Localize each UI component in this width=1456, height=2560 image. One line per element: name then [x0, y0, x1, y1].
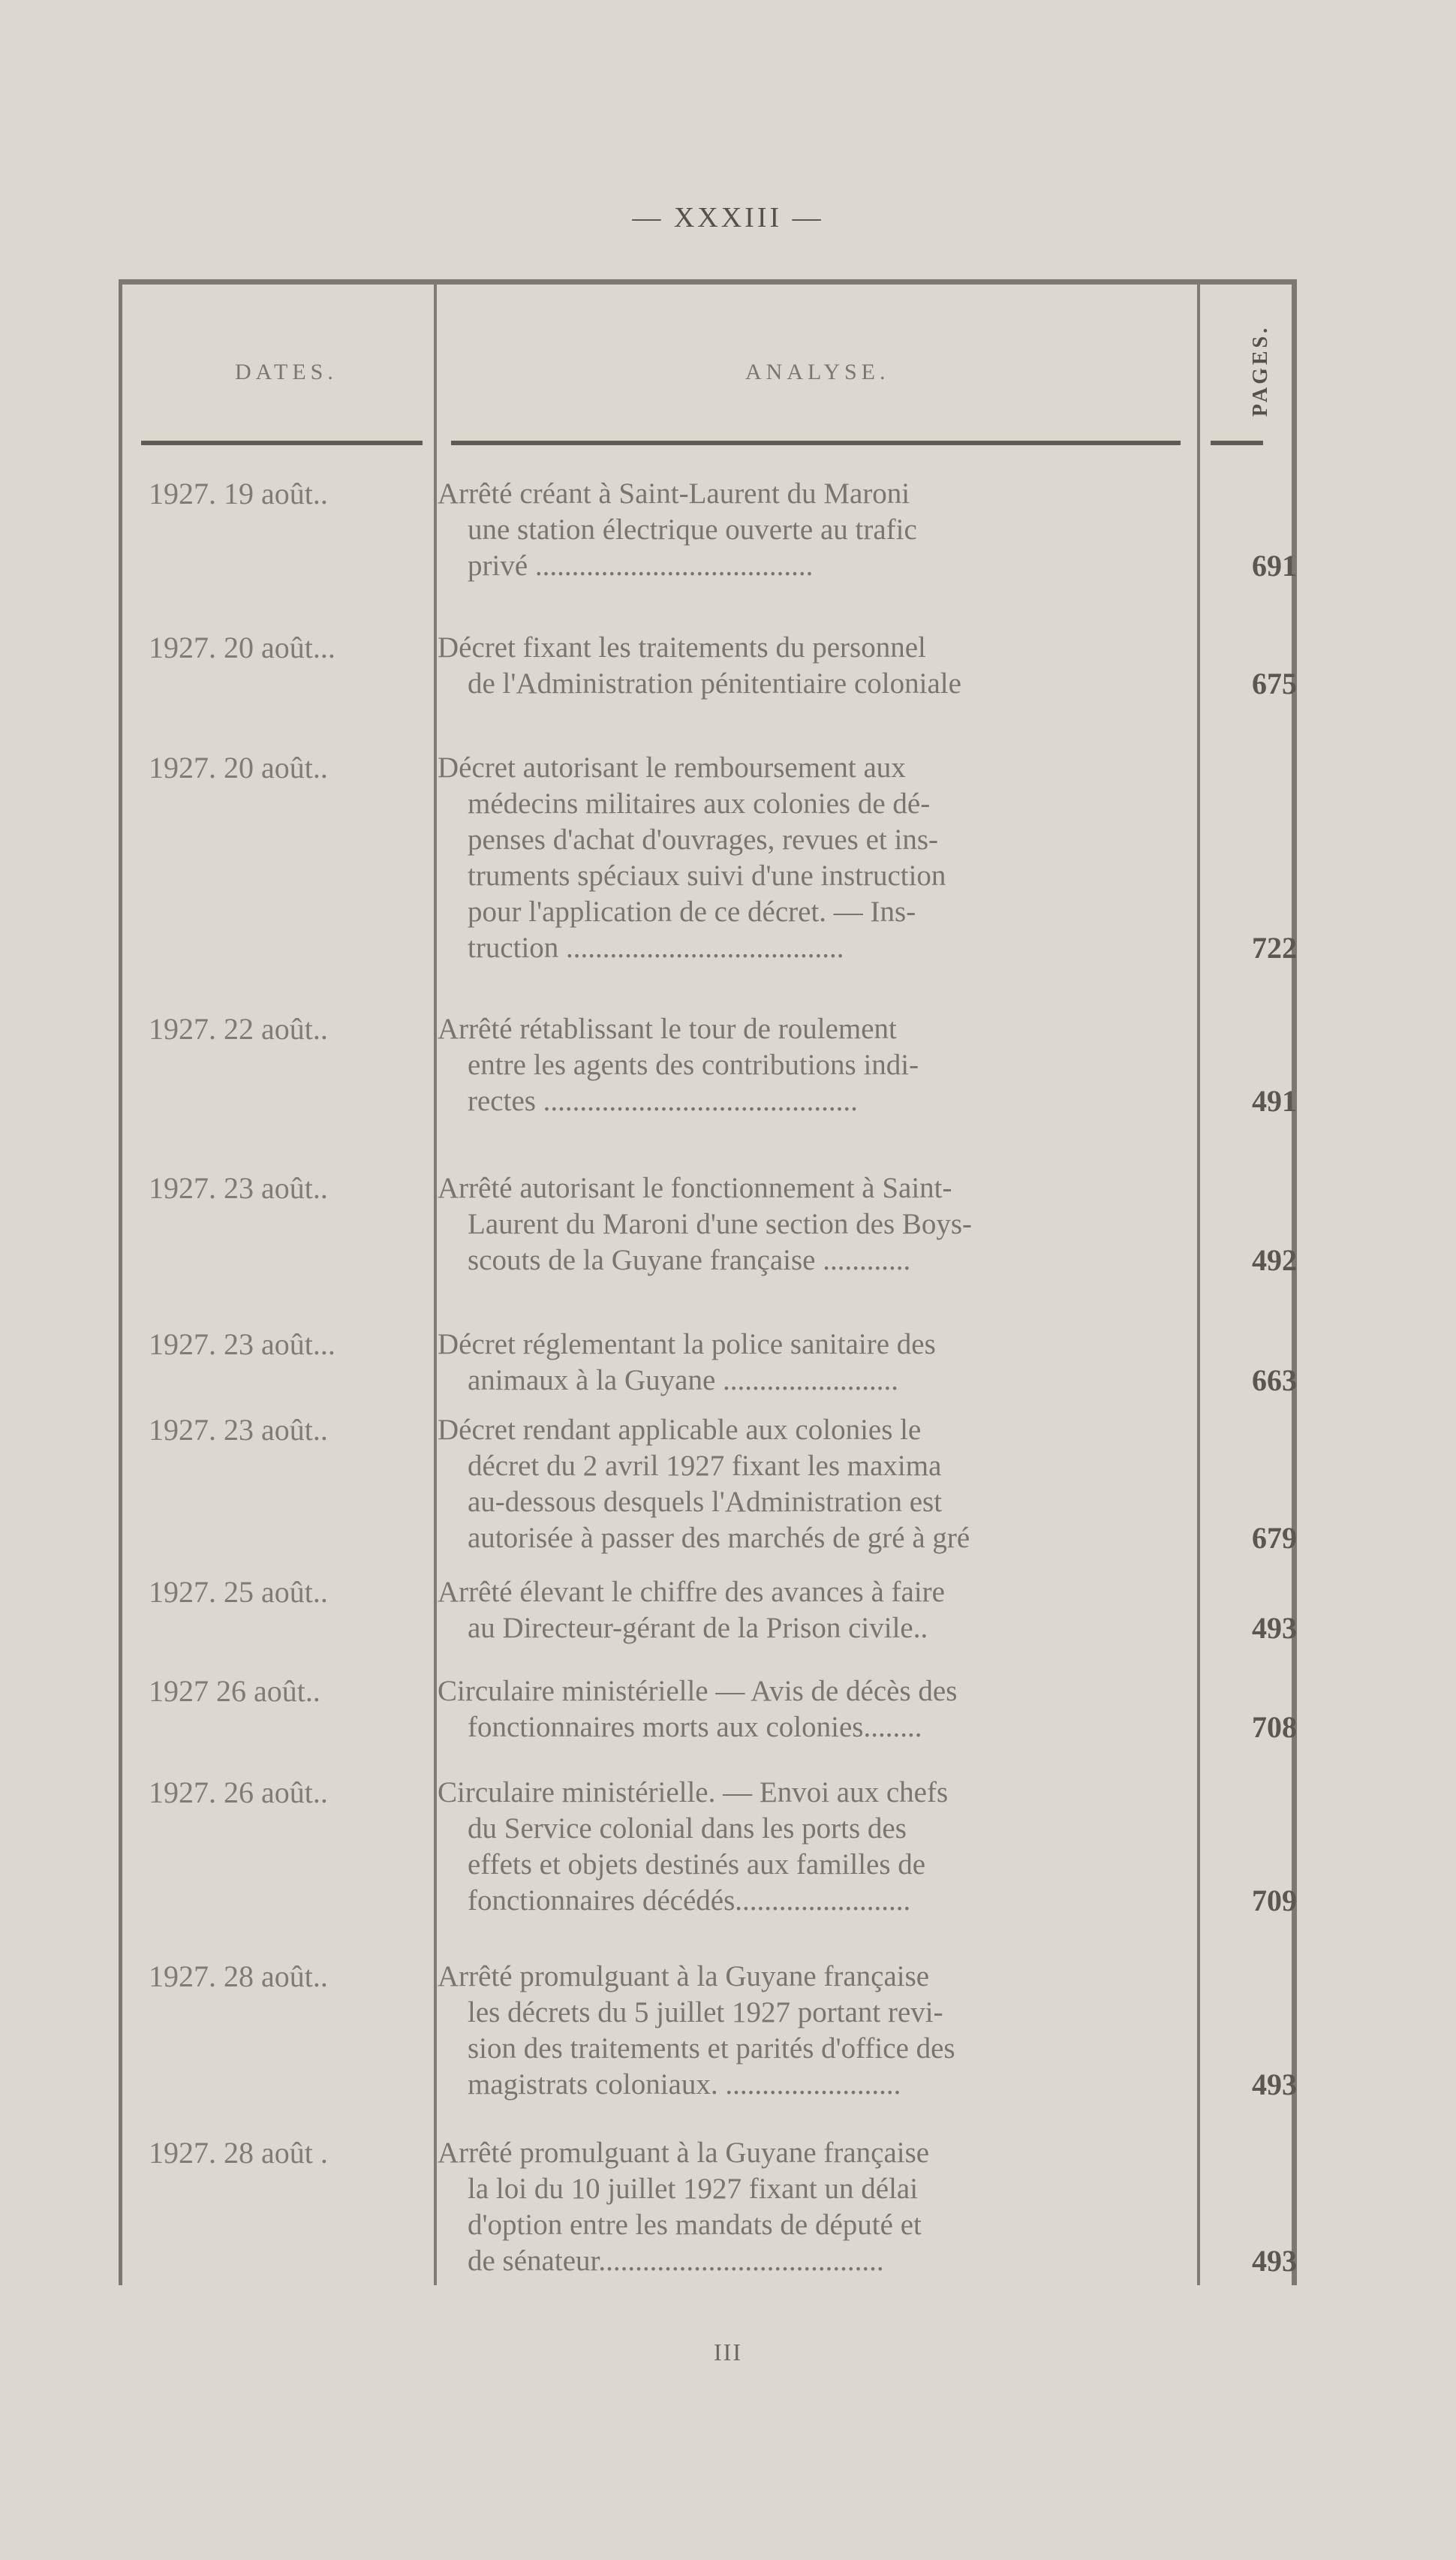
row-date: 1927. 22 août..: [149, 1012, 328, 1046]
row-analyse: [438, 1170, 1196, 1278]
analyse-line: pour l'application de ce décret. — Ins-: [468, 896, 916, 928]
column-header-dates: DATES.: [235, 360, 338, 384]
analyse-line: entre les agents des contributions indi-: [468, 1049, 919, 1081]
analyse-line: Arrêté créant à Saint-Laurent du Maroni: [438, 477, 910, 510]
row-date: 1927. 19 août..: [149, 477, 328, 510]
analyse-line: privé ......................................: [468, 550, 814, 582]
row-date: 1927. 28 août .: [149, 2136, 328, 2170]
analyse-line: d'option entre les mandats de député et: [468, 2209, 922, 2241]
analyse-line: magistrats coloniaux. ........................: [468, 2068, 901, 2101]
analyse-line: sion des traitements et parités d'office des: [468, 2032, 955, 2065]
analyse-line: Arrêté autorisant le fonctionnement à Saint-: [438, 1172, 952, 1204]
column-divider-pages: [1197, 285, 1200, 2285]
row-analyse: [438, 1412, 1196, 1556]
row-analyse: [438, 476, 1196, 584]
analyse-line: médecins militaires aux colonies de dé-: [468, 788, 931, 820]
analyse-line: au Directeur-gérant de la Prison civile..: [468, 1612, 928, 1644]
row-analyse: [438, 2135, 1196, 2279]
row-page-reference: 493: [1252, 2068, 1297, 2101]
row-date: 1927. 23 août..: [149, 1413, 328, 1447]
row-analyse: [438, 630, 1196, 702]
row-date: 1927 26 août..: [149, 1674, 320, 1708]
column-header-pages: [1223, 315, 1298, 427]
row-date: 1927. 23 août..: [149, 1171, 328, 1205]
row-analyse: [438, 1574, 1196, 1646]
analyse-line: Arrêté promulguant à la Guyane française: [438, 2137, 930, 2169]
row-date: 1927. 20 août..: [149, 751, 328, 785]
row-page-reference: 709: [1252, 1884, 1297, 1917]
analyse-line: de sénateur.......................................: [468, 2245, 884, 2277]
analyse-line: penses d'achat d'ouvrages, revues et ins-: [468, 824, 939, 856]
analyse-line: une station électrique ouverte au trafic: [468, 514, 917, 546]
analyse-line: Arrêté rétablissant le tour de roulement: [438, 1013, 897, 1045]
row-page-reference: 722: [1252, 931, 1297, 965]
analyse-line: du Service colonial dans les ports des: [468, 1812, 907, 1845]
row-analyse: [438, 1327, 1196, 1399]
row-page-reference: 679: [1252, 1521, 1297, 1555]
analyse-line: la loi du 10 juillet 1927 fixant un délai: [468, 2173, 919, 2205]
analyse-line: animaux à la Guyane ........................: [468, 1364, 899, 1396]
analyse-line: Circulaire ministérielle — Avis de décès des: [438, 1675, 958, 1707]
row-page-reference: 493: [1252, 1611, 1297, 1645]
row-page-reference: 675: [1252, 667, 1297, 700]
row-page-reference: 663: [1252, 1363, 1297, 1397]
row-page-reference: 708: [1252, 1710, 1297, 1744]
analyse-line: truments spéciaux suivi d'une instruction: [468, 860, 946, 892]
analyse-line: de l'Administration pénitentiaire coloniale: [468, 667, 961, 700]
row-page-reference: 492: [1252, 1243, 1297, 1277]
row-analyse: [438, 1775, 1196, 1919]
analyse-line: autorisée à passer des marchés de gré à gré: [468, 1522, 970, 1554]
analyse-line: truction ......................................: [468, 932, 844, 964]
analyse-line: rectes ...........................................: [468, 1085, 858, 1117]
analyse-line: scouts de la Guyane française ............: [468, 1244, 911, 1276]
header-rule-pages: [1211, 441, 1263, 445]
analyse-line: fonctionnaires morts aux colonies........: [468, 1711, 922, 1743]
analyse-line: décret du 2 avril 1927 fixant les maxima: [468, 1450, 942, 1482]
row-analyse: [438, 1011, 1196, 1119]
page-number: — XXXIII —: [632, 202, 824, 233]
pages-header-label: PAGES.: [1249, 324, 1272, 417]
row-date: 1927. 20 août...: [149, 631, 335, 664]
row-date: 1927. 28 août..: [149, 1959, 328, 1993]
analyse-line: Arrêté promulguant à la Guyane française: [438, 1960, 930, 1992]
row-date: 1927. 23 août...: [149, 1327, 335, 1361]
column-header-analyse: ANALYSE.: [745, 360, 890, 384]
index-table: [119, 279, 1297, 2285]
analyse-line: Décret réglementant la police sanitaire des: [438, 1328, 936, 1360]
row-page-reference: 491: [1252, 1084, 1297, 1118]
analyse-line: Laurent du Maroni d'une section des Boys-: [468, 1208, 973, 1240]
header-rule-dates: [141, 441, 423, 445]
header-rule-analyse: [451, 441, 1181, 445]
row-date: 1927. 26 août..: [149, 1775, 328, 1809]
analyse-line: Décret autorisant le remboursement aux: [438, 751, 906, 784]
analyse-line: Décret rendant applicable aux colonies le: [438, 1414, 922, 1446]
analyse-line: au-dessous desquels l'Administration est: [468, 1486, 943, 1518]
analyse-line: Circulaire ministérielle. — Envoi aux chefs: [438, 1776, 949, 1809]
analyse-line: Arrêté élevant le chiffre des avances à faire: [438, 1576, 945, 1608]
signature-mark: III: [714, 2339, 742, 2366]
row-page-reference: 493: [1252, 2244, 1297, 2278]
row-analyse: [438, 750, 1196, 966]
analyse-line: fonctionnaires décédés........................: [468, 1884, 911, 1917]
row-page-reference: 691: [1252, 549, 1297, 583]
row-analyse: [438, 1959, 1196, 2103]
analyse-line: Décret fixant les traitements du personnel: [438, 631, 926, 664]
analyse-line: les décrets du 5 juillet 1927 portant revi-: [468, 1996, 943, 2028]
row-date: 1927. 25 août..: [149, 1575, 328, 1609]
row-analyse: [438, 1673, 1196, 1745]
analyse-line: effets et objets destinés aux familles de: [468, 1848, 926, 1881]
